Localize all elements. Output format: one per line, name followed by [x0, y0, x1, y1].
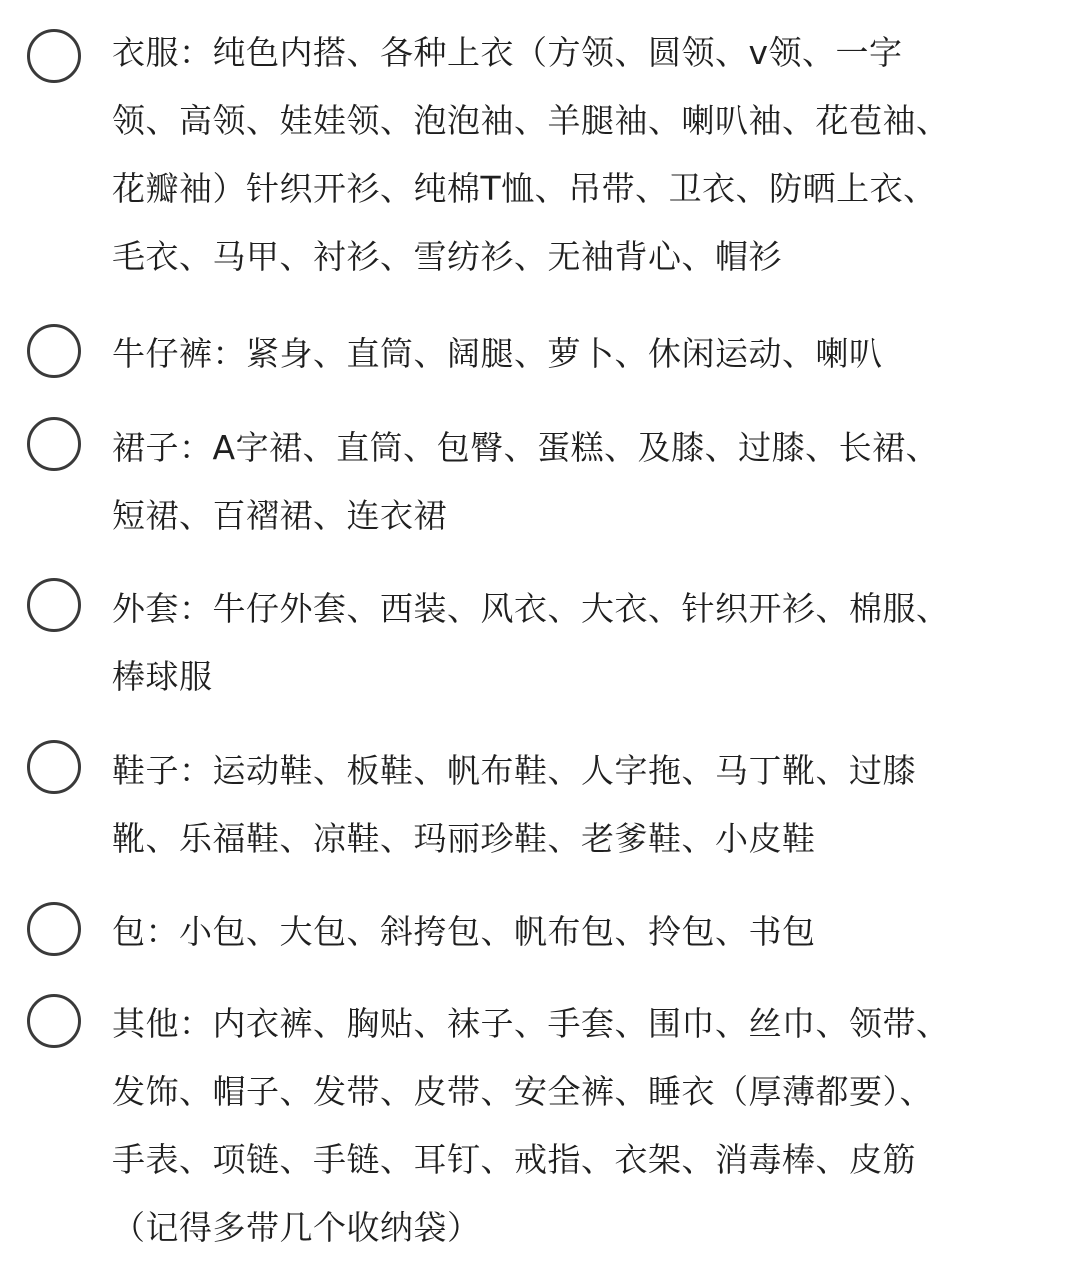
checklist-item-text	[112, 575, 1042, 711]
checklist-item-text	[112, 898, 1042, 966]
text-line: 短裙、百褶裙、连衣裙	[112, 496, 447, 535]
checkbox-circle-icon[interactable]	[27, 740, 81, 794]
text-line: 领、高领、娃娃领、泡泡袖、羊腿袖、喇叭袖、花苞袖、	[112, 101, 950, 140]
text-line: 鞋子：运动鞋、板鞋、帆布鞋、人字拖、马丁靴、过膝	[112, 751, 916, 790]
text-line: 毛衣、马甲、衬衫、雪纺衫、无袖背心、帽衫	[112, 237, 782, 276]
text-line: 花瓣袖）针织开衫、纯棉T恤、吊带、卫衣、防晒上衣、	[112, 169, 937, 208]
text-line: 包：小包、大包、斜挎包、帆布包、拎包、书包	[112, 912, 816, 951]
text-line: 衣服：纯色内搭、各种上衣（方领、圆领、v领、一字	[112, 33, 903, 72]
checkbox-circle-icon[interactable]	[27, 29, 81, 83]
text-line: 棒球服	[112, 657, 213, 696]
text-line: 裙子：A字裙、直筒、包臀、蛋糕、及膝、过膝、长裙、	[112, 428, 940, 467]
text-line: 其他：内衣裤、胸贴、袜子、手套、围巾、丝巾、领带、	[112, 1004, 950, 1043]
checkbox-circle-icon[interactable]	[27, 324, 81, 378]
text-line: 手表、项链、手链、耳钉、戒指、衣架、消毒棒、皮筋	[112, 1140, 916, 1179]
checkbox-circle-icon[interactable]	[27, 994, 81, 1048]
text-line: 牛仔裤：紧身、直筒、阔腿、萝卜、休闲运动、喇叭	[112, 334, 883, 373]
text-line: 靴、乐福鞋、凉鞋、玛丽珍鞋、老爹鞋、小皮鞋	[112, 819, 816, 858]
checklist-item-text	[112, 320, 1042, 388]
checkbox-circle-icon[interactable]	[27, 578, 81, 632]
checklist-item-text	[112, 414, 1042, 550]
checklist-item-text	[112, 737, 1042, 873]
checklist-item-text	[112, 19, 1042, 291]
checkbox-circle-icon[interactable]	[27, 417, 81, 471]
checkbox-circle-icon[interactable]	[27, 902, 81, 956]
text-line: 外套：牛仔外套、西装、风衣、大衣、针织开衫、棉服、	[112, 589, 950, 628]
checklist-item-text	[112, 990, 1042, 1262]
text-line: （记得多带几个收纳袋）	[112, 1208, 481, 1247]
text-line: 发饰、帽子、发带、皮带、安全裤、睡衣（厚薄都要）、	[112, 1072, 933, 1111]
